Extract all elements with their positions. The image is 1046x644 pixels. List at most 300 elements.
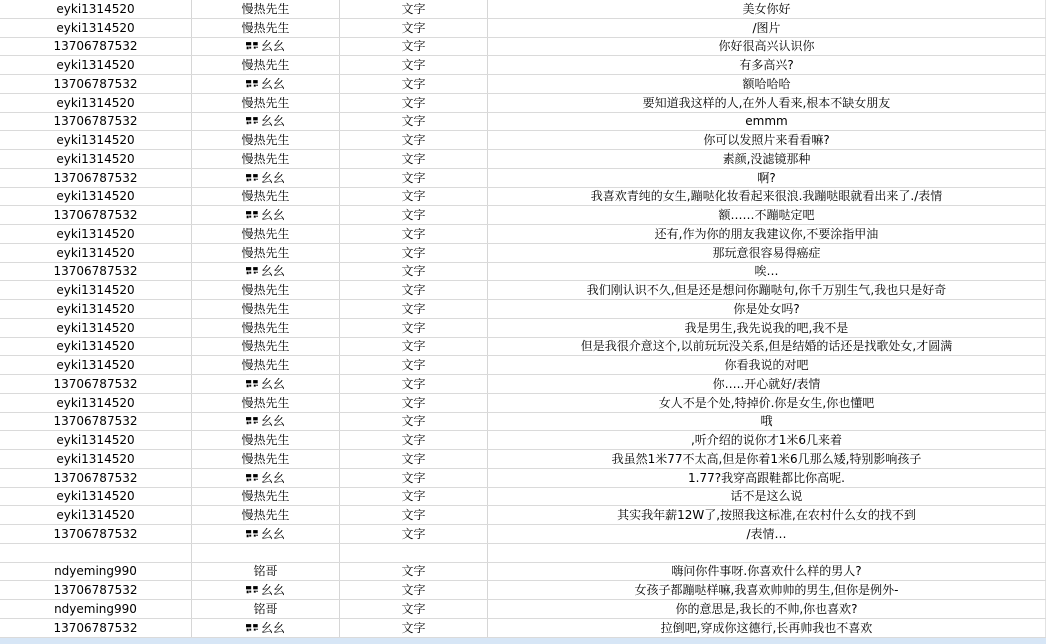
message-cell[interactable]: [488, 263, 1046, 281]
message-type-cell-text: 文字: [401, 451, 426, 466]
message-cell-text: 女人不是个处,特掉价.你是女生,你也懂吧: [658, 395, 875, 410]
message-cell[interactable]: [488, 56, 1046, 74]
message-type-cell[interactable]: [340, 450, 488, 468]
message-cell[interactable]: [488, 431, 1046, 449]
nickname-cell[interactable]: [192, 75, 340, 93]
message-cell[interactable]: [488, 581, 1046, 599]
message-cell-text: 1.77?我穿高跟鞋都比你高呢.: [688, 470, 845, 485]
message-cell-text: 我喜欢青纯的女生,蹦哒化妆看起来很浪.我蹦哒眼就看出来了./表情: [590, 189, 943, 204]
account-cell-text: eyki1314520: [56, 245, 135, 260]
account-cell-text: eyki1314520: [56, 489, 135, 504]
message-type-cell[interactable]: [340, 56, 488, 74]
message-cell[interactable]: [488, 19, 1046, 37]
table-row: [0, 525, 1046, 544]
account-cell[interactable]: [0, 75, 192, 93]
message-type-cell[interactable]: [340, 338, 488, 356]
table-row: [0, 188, 1046, 207]
message-type-cell[interactable]: [340, 75, 488, 93]
message-cell-text: 你好很高兴认识你: [718, 39, 815, 54]
nickname-cell-text: 幺幺: [260, 414, 285, 429]
message-cell[interactable]: [488, 300, 1046, 318]
account-cell[interactable]: [0, 56, 192, 74]
message-cell[interactable]: [488, 169, 1046, 187]
nickname-cell-text: 慢热先生: [241, 451, 290, 466]
nickname-cell[interactable]: [192, 506, 340, 524]
account-cell-text: 13706787532: [53, 170, 138, 185]
message-type-cell-text: 文字: [401, 358, 426, 373]
black-emoji-glyph-icon: [246, 210, 259, 220]
message-type-cell[interactable]: [340, 544, 488, 562]
message-cell-text: /图片: [752, 20, 781, 35]
message-cell[interactable]: [488, 188, 1046, 206]
message-type-cell[interactable]: [340, 150, 488, 168]
nickname-cell[interactable]: [192, 300, 340, 318]
message-type-cell[interactable]: [340, 469, 488, 487]
message-type-cell[interactable]: [340, 525, 488, 543]
account-cell-text: eyki1314520: [56, 1, 135, 16]
message-cell[interactable]: [488, 600, 1046, 618]
nickname-cell-text: 幺幺: [260, 114, 285, 129]
message-cell[interactable]: [488, 0, 1046, 18]
account-cell-text: 13706787532: [53, 376, 138, 391]
message-type-cell[interactable]: [340, 19, 488, 37]
message-cell[interactable]: [488, 506, 1046, 524]
nickname-cell[interactable]: [192, 431, 340, 449]
message-cell-text: 哦: [760, 414, 773, 429]
nickname-cell[interactable]: [192, 563, 340, 581]
account-cell-text: 13706787532: [53, 76, 138, 91]
account-cell-text: 13706787532: [53, 470, 138, 485]
message-cell[interactable]: [488, 281, 1046, 299]
account-cell[interactable]: [0, 563, 192, 581]
message-type-cell-text: 文字: [401, 414, 426, 429]
table-row-empty: [0, 544, 1046, 563]
account-cell[interactable]: [0, 450, 192, 468]
account-cell[interactable]: [0, 169, 192, 187]
message-cell-text: ,听介绍的说你才1米6几来着: [690, 433, 843, 448]
message-type-cell[interactable]: [340, 188, 488, 206]
nickname-cell[interactable]: [192, 394, 340, 412]
account-cell-text: eyki1314520: [56, 283, 135, 298]
nickname-cell-text: 慢热先生: [241, 226, 290, 241]
nickname-cell-text: 慢热先生: [241, 58, 290, 73]
table-row: [0, 431, 1046, 450]
account-cell[interactable]: [0, 0, 192, 18]
message-type-cell[interactable]: [340, 506, 488, 524]
account-cell[interactable]: [0, 469, 192, 487]
message-type-cell[interactable]: [340, 600, 488, 618]
message-type-cell-text: 文字: [401, 95, 426, 110]
account-cell[interactable]: [0, 375, 192, 393]
table-row: [0, 506, 1046, 525]
account-cell-text: 13706787532: [53, 414, 138, 429]
nickname-cell[interactable]: [192, 281, 340, 299]
account-cell[interactable]: [0, 244, 192, 262]
nickname-cell[interactable]: [192, 488, 340, 506]
nickname-cell[interactable]: [192, 188, 340, 206]
message-cell[interactable]: [488, 38, 1046, 56]
message-type-cell[interactable]: [340, 300, 488, 318]
message-type-cell-text: 文字: [401, 320, 426, 335]
account-cell[interactable]: [0, 113, 192, 131]
account-cell[interactable]: [0, 206, 192, 224]
message-type-cell-text: 文字: [401, 58, 426, 73]
nickname-cell-text: 幺幺: [260, 526, 285, 541]
message-cell[interactable]: [488, 356, 1046, 374]
message-type-cell-text: 文字: [401, 226, 426, 241]
black-emoji-glyph-icon: [246, 416, 259, 426]
nickname-cell-text: 幺幺: [260, 620, 285, 635]
message-cell[interactable]: [488, 225, 1046, 243]
message-cell-text: 女孩子都蹦哒样嘛,我喜欢帅帅的男生,但你是例外-: [634, 583, 899, 598]
account-cell-text: eyki1314520: [56, 301, 135, 316]
table-row: [0, 619, 1046, 638]
table-row: [0, 281, 1046, 300]
message-cell-text: 我们刚认识不久,但是还是想问你蹦哒句,你千万别生气,我也只是好奇: [586, 283, 947, 298]
message-cell-text: emmm: [745, 114, 788, 129]
nickname-cell-text: 幺幺: [260, 264, 285, 279]
account-cell[interactable]: [0, 394, 192, 412]
nickname-cell-text: 幺幺: [260, 208, 285, 223]
message-type-cell[interactable]: [340, 375, 488, 393]
nickname-cell[interactable]: [192, 169, 340, 187]
message-type-cell-text: 文字: [401, 1, 426, 16]
nickname-cell-text: 慢热先生: [241, 133, 290, 148]
table-row: [0, 38, 1046, 57]
message-cell[interactable]: [488, 206, 1046, 224]
message-cell-text: 啊?: [757, 170, 776, 185]
message-cell[interactable]: [488, 619, 1046, 637]
black-emoji-glyph-icon: [246, 585, 259, 595]
account-cell[interactable]: [0, 525, 192, 543]
message-type-cell[interactable]: [340, 563, 488, 581]
account-cell-text: eyki1314520: [56, 451, 135, 466]
account-cell-text: eyki1314520: [56, 95, 135, 110]
account-cell[interactable]: [0, 413, 192, 431]
nickname-cell[interactable]: [192, 356, 340, 374]
account-cell-text: eyki1314520: [56, 320, 135, 335]
table-row: [0, 113, 1046, 132]
message-cell[interactable]: [488, 450, 1046, 468]
message-type-cell[interactable]: [340, 131, 488, 149]
nickname-cell[interactable]: [192, 56, 340, 74]
message-cell[interactable]: [488, 413, 1046, 431]
message-cell[interactable]: [488, 75, 1046, 93]
account-cell[interactable]: [0, 94, 192, 112]
message-type-cell-text: 文字: [401, 433, 426, 448]
message-cell-text: 你的意思是,我长的不帅,你也喜欢?: [675, 601, 858, 616]
message-type-cell-text: 文字: [401, 39, 426, 54]
message-cell-text: /表情…: [746, 526, 787, 541]
message-cell-text: 我是男生,我先说我的吧,我不是: [684, 320, 849, 335]
message-type-cell[interactable]: [340, 431, 488, 449]
black-emoji-glyph-icon: [246, 529, 259, 539]
message-cell-text: 我虽然1米77不太高,但是你着1米6几那么矮,特别影响孩子: [611, 451, 922, 466]
message-type-cell-text: 文字: [401, 208, 426, 223]
nickname-cell-text: 铭哥: [253, 564, 278, 579]
nickname-cell[interactable]: [192, 150, 340, 168]
message-type-cell-text: 文字: [401, 151, 426, 166]
account-cell-text: eyki1314520: [56, 226, 135, 241]
nickname-cell[interactable]: [192, 450, 340, 468]
message-type-cell-text: 文字: [401, 114, 426, 129]
account-cell[interactable]: [0, 281, 192, 299]
table-row: [0, 469, 1046, 488]
message-cell-text: 美女你好: [742, 1, 791, 16]
table-row: [0, 563, 1046, 582]
message-type-cell[interactable]: [340, 0, 488, 18]
message-cell[interactable]: [488, 394, 1046, 412]
message-cell-text: 其实我年薪12W了,按照我这标准,在农村什么女的找不到: [617, 508, 916, 523]
nickname-cell-text: 幺幺: [260, 376, 285, 391]
nickname-cell-text: 幺幺: [260, 170, 285, 185]
message-type-cell-text: 文字: [401, 508, 426, 523]
account-cell-text: eyki1314520: [56, 133, 135, 148]
account-cell[interactable]: [0, 263, 192, 281]
black-emoji-glyph-icon: [246, 41, 259, 51]
message-type-cell-text: 文字: [401, 395, 426, 410]
message-cell-text: 还有,作为你的朋友我建议你,不要涂指甲油: [654, 226, 879, 241]
account-cell[interactable]: [0, 544, 192, 562]
nickname-cell[interactable]: [192, 413, 340, 431]
account-cell[interactable]: [0, 131, 192, 149]
message-cell[interactable]: [488, 319, 1046, 337]
nickname-cell[interactable]: [192, 319, 340, 337]
nickname-cell-text: 慢热先生: [241, 245, 290, 260]
message-cell[interactable]: [488, 375, 1046, 393]
nickname-cell[interactable]: [192, 94, 340, 112]
table-row: [0, 450, 1046, 469]
account-cell[interactable]: [0, 300, 192, 318]
message-type-cell-text: 文字: [401, 489, 426, 504]
message-type-cell-text: 文字: [401, 170, 426, 185]
message-cell-text: 拉倒吧,穿成你这德行,长再帅我也不喜欢: [660, 620, 873, 635]
message-type-cell-text: 文字: [401, 620, 426, 635]
nickname-cell[interactable]: [192, 375, 340, 393]
account-cell[interactable]: [0, 188, 192, 206]
message-type-cell-text: 文字: [401, 301, 426, 316]
account-cell-text: eyki1314520: [56, 20, 135, 35]
table-row: [0, 19, 1046, 38]
message-type-cell-text: 文字: [401, 339, 426, 354]
nickname-cell-text: 慢热先生: [241, 508, 290, 523]
message-cell-text: 额哈哈哈: [742, 76, 791, 91]
message-cell-text: 你是处女吗?: [733, 301, 800, 316]
nickname-cell-text: 慢热先生: [241, 489, 290, 504]
account-cell[interactable]: [0, 38, 192, 56]
table-row: [0, 356, 1046, 375]
message-type-cell-text: 文字: [401, 526, 426, 541]
message-type-cell[interactable]: [340, 225, 488, 243]
message-type-cell[interactable]: [340, 581, 488, 599]
black-emoji-glyph-icon: [246, 266, 259, 276]
account-cell[interactable]: [0, 19, 192, 37]
message-cell-text: 话不是这么说: [730, 489, 803, 504]
message-cell[interactable]: [488, 131, 1046, 149]
black-emoji-glyph-icon: [246, 379, 259, 389]
account-cell[interactable]: [0, 356, 192, 374]
message-cell-text: 额……不蹦哒定吧: [718, 208, 815, 223]
message-type-cell[interactable]: [340, 206, 488, 224]
nickname-cell[interactable]: [192, 206, 340, 224]
nickname-cell[interactable]: [192, 525, 340, 543]
message-type-cell-text: 文字: [401, 470, 426, 485]
message-type-cell[interactable]: [340, 319, 488, 337]
black-emoji-glyph-icon: [246, 623, 259, 633]
account-cell[interactable]: [0, 600, 192, 618]
account-cell[interactable]: [0, 319, 192, 337]
nickname-cell-text: 慢热先生: [241, 20, 290, 35]
account-cell-text: 13706787532: [53, 583, 138, 598]
black-emoji-glyph-icon: [246, 473, 259, 483]
nickname-cell[interactable]: [192, 581, 340, 599]
message-type-cell[interactable]: [340, 488, 488, 506]
table-row: [0, 338, 1046, 357]
table-row: [0, 581, 1046, 600]
message-cell[interactable]: [488, 338, 1046, 356]
table-row: [0, 600, 1046, 619]
table-row: [0, 413, 1046, 432]
nickname-cell[interactable]: [192, 469, 340, 487]
nickname-cell-text: 慢热先生: [241, 1, 290, 16]
message-type-cell[interactable]: [340, 281, 488, 299]
account-cell[interactable]: [0, 338, 192, 356]
nickname-cell-text: 幺幺: [260, 583, 285, 598]
message-type-cell-text: 文字: [401, 76, 426, 91]
nickname-cell[interactable]: [192, 338, 340, 356]
message-type-cell[interactable]: [340, 38, 488, 56]
message-cell[interactable]: [488, 94, 1046, 112]
nickname-cell-text: 慢热先生: [241, 433, 290, 448]
message-type-cell[interactable]: [340, 356, 488, 374]
nickname-cell-text: 慢热先生: [241, 151, 290, 166]
message-type-cell-text: 文字: [401, 189, 426, 204]
message-cell[interactable]: [488, 525, 1046, 543]
horizontal-scrollbar-track[interactable]: [0, 638, 1046, 644]
table-row: [0, 488, 1046, 507]
message-cell-text: 你…..开心就好/表情: [712, 376, 821, 391]
table-row: [0, 150, 1046, 169]
account-cell[interactable]: [0, 431, 192, 449]
nickname-cell[interactable]: [192, 131, 340, 149]
nickname-cell-text: 慢热先生: [241, 358, 290, 373]
account-cell-text: eyki1314520: [56, 151, 135, 166]
message-type-cell-text: 文字: [401, 283, 426, 298]
account-cell-text: eyki1314520: [56, 189, 135, 204]
message-type-cell[interactable]: [340, 263, 488, 281]
black-emoji-glyph-icon: [246, 116, 259, 126]
message-type-cell-text: 文字: [401, 564, 426, 579]
message-cell-text: 要知道我这样的人,在外人看来,根本不缺女朋友: [642, 95, 891, 110]
message-cell-text: 你看我说的对吧: [724, 358, 809, 373]
black-emoji-glyph-icon: [246, 173, 259, 183]
nickname-cell-text: 慢热先生: [241, 301, 290, 316]
nickname-cell[interactable]: [192, 544, 340, 562]
nickname-cell[interactable]: [192, 19, 340, 37]
message-cell[interactable]: [488, 488, 1046, 506]
nickname-cell[interactable]: [192, 263, 340, 281]
message-cell[interactable]: [488, 563, 1046, 581]
message-cell[interactable]: [488, 244, 1046, 262]
message-cell-text: 但是我很介意这个,以前玩玩没关系,但是结婚的话还是找歌处女,才圆满: [580, 339, 953, 354]
table-row: [0, 75, 1046, 94]
message-cell[interactable]: [488, 150, 1046, 168]
table-row: [0, 94, 1046, 113]
account-cell-text: 13706787532: [53, 526, 138, 541]
table-row: [0, 56, 1046, 75]
table-row: [0, 300, 1046, 319]
message-type-cell[interactable]: [340, 413, 488, 431]
message-cell[interactable]: [488, 544, 1046, 562]
nickname-cell[interactable]: [192, 225, 340, 243]
account-cell[interactable]: [0, 506, 192, 524]
nickname-cell[interactable]: [192, 600, 340, 618]
message-type-cell[interactable]: [340, 619, 488, 637]
nickname-cell-text: 慢热先生: [241, 339, 290, 354]
table-row: [0, 244, 1046, 263]
message-type-cell[interactable]: [340, 113, 488, 131]
message-type-cell[interactable]: [340, 394, 488, 412]
account-cell-text: eyki1314520: [56, 339, 135, 354]
table-row: [0, 263, 1046, 282]
message-type-cell[interactable]: [340, 94, 488, 112]
message-type-cell-text: 文字: [401, 376, 426, 391]
account-cell-text: 13706787532: [53, 620, 138, 635]
message-type-cell[interactable]: [340, 169, 488, 187]
nickname-cell-text: 幺幺: [260, 470, 285, 485]
account-cell-text: ndyeming990: [54, 601, 137, 616]
message-cell-text: 你可以发照片来看看嘛?: [703, 133, 830, 148]
account-cell[interactable]: [0, 150, 192, 168]
nickname-cell-text: 幺幺: [260, 76, 285, 91]
nickname-cell[interactable]: [192, 113, 340, 131]
account-cell-text: 13706787532: [53, 39, 138, 54]
message-cell-text: 唉…: [754, 264, 779, 279]
account-cell[interactable]: [0, 619, 192, 637]
message-cell-text: 有多高兴?: [739, 58, 794, 73]
message-type-cell-text: 文字: [401, 583, 426, 598]
account-cell-text: ndyeming990: [54, 564, 137, 579]
account-cell[interactable]: [0, 225, 192, 243]
account-cell-text: eyki1314520: [56, 433, 135, 448]
nickname-cell[interactable]: [192, 244, 340, 262]
table-row: [0, 394, 1046, 413]
message-cell-text: 素颜,没滤镜那种: [722, 151, 811, 166]
table-row: [0, 225, 1046, 244]
message-cell[interactable]: [488, 469, 1046, 487]
message-type-cell-text: 文字: [401, 601, 426, 616]
account-cell[interactable]: [0, 581, 192, 599]
message-type-cell-text: 文字: [401, 133, 426, 148]
account-cell-text: eyki1314520: [56, 395, 135, 410]
account-cell[interactable]: [0, 488, 192, 506]
message-cell-text: 那玩意很容易得癌症: [712, 245, 821, 260]
table-row: [0, 319, 1046, 338]
account-cell-text: eyki1314520: [56, 58, 135, 73]
message-type-cell[interactable]: [340, 244, 488, 262]
nickname-cell[interactable]: [192, 38, 340, 56]
message-cell-text: 嗨问你件事呀.你喜欢什么样的男人?: [671, 564, 862, 579]
nickname-cell-text: 慢热先生: [241, 95, 290, 110]
account-cell-text: eyki1314520: [56, 358, 135, 373]
nickname-cell-text: 慢热先生: [241, 395, 290, 410]
nickname-cell[interactable]: [192, 0, 340, 18]
table-row: [0, 169, 1046, 188]
account-cell-text: eyki1314520: [56, 508, 135, 523]
nickname-cell[interactable]: [192, 619, 340, 637]
message-type-cell-text: 文字: [401, 20, 426, 35]
message-cell[interactable]: [488, 113, 1046, 131]
